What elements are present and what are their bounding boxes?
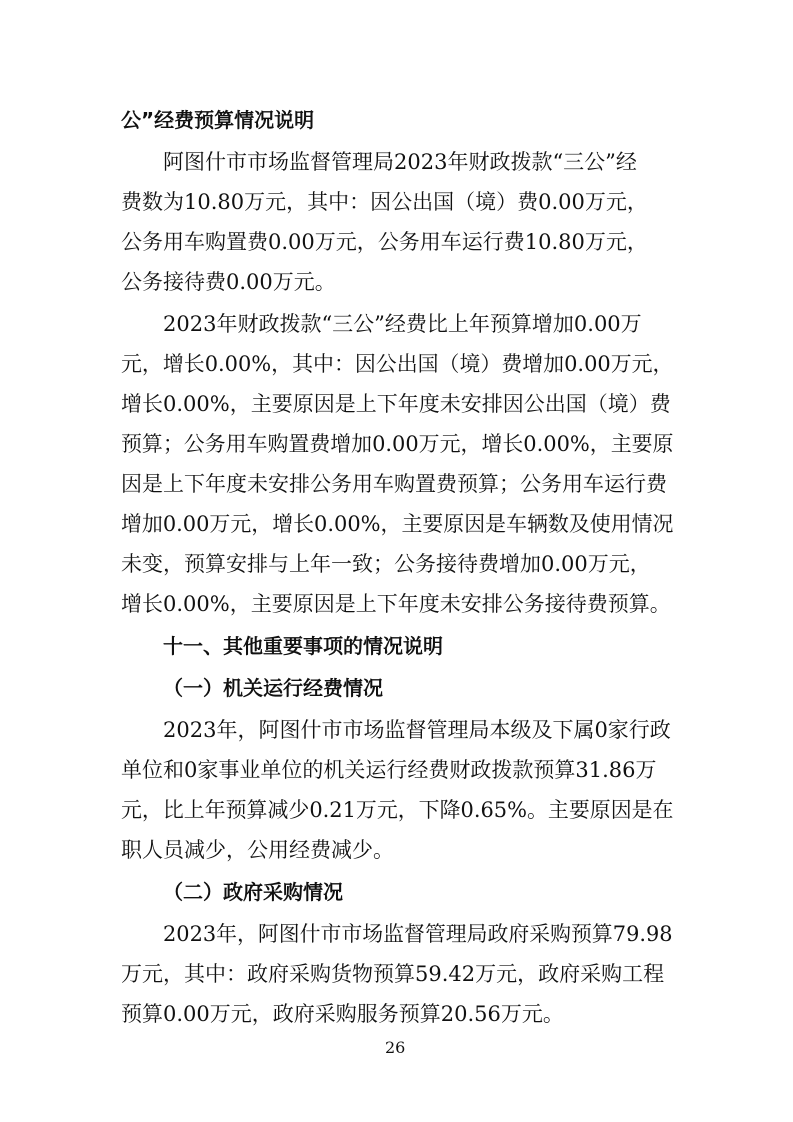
paragraph-line: 阿图什市市场监督管理局2023年财政拨款“三公”经 xyxy=(163,150,637,174)
paragraph-line: 未变，预算安排与上年一致；公务接待费增加0.00万元， xyxy=(121,552,651,576)
paragraph-line: 增长0.00%，主要原因是上下年度未安排公务接待费预算。 xyxy=(121,592,671,616)
paragraph-line: 2023年，阿图什市市场监督管理局政府采购预算79.98 xyxy=(163,922,673,946)
paragraph-line: 元，比上年预算减少0.21万元，下降0.65%。主要原因是在 xyxy=(121,798,674,822)
paragraph-line: 职人员减少，公用经费减少。 xyxy=(121,838,394,862)
page-number: 26 xyxy=(385,1038,406,1057)
paragraph-line: 预算；公务用车购置费增加0.00万元，增长0.00%，主要原 xyxy=(121,432,674,456)
paragraph-line: 因是上下年度未安排公务用车购置费预算；公务用车运行费 xyxy=(121,472,667,496)
section-heading-continued: 公”经费预算情况说明 xyxy=(121,108,315,132)
paragraph-line: 2023年，阿图什市市场监督管理局本级及下属0家行政 xyxy=(163,718,671,742)
paragraph-line: 万元，其中：政府采购货物预算59.42万元，政府采购工程 xyxy=(121,962,665,986)
paragraph-line: 2023年财政拨款“三公”经费比上年预算增加0.00万 xyxy=(163,312,642,336)
section-heading: 十一、其他重要事项的情况说明 xyxy=(163,634,443,658)
paragraph-line: 元，增长0.00%，其中：因公出国（境）费增加0.00万元， xyxy=(121,352,674,376)
paragraph-line: 费数为10.80万元，其中：因公出国（境）费0.00万元， xyxy=(121,190,648,214)
paragraph-line: 公务用车购置费0.00万元，公务用车运行费10.80万元， xyxy=(121,230,648,254)
paragraph-line: 预算0.00万元，政府采购服务预算20.56万元。 xyxy=(121,1002,564,1026)
paragraph-line: 增加0.00万元，增长0.00%，主要原因是车辆数及使用情况 xyxy=(121,512,674,536)
subsection-heading: （二）政府采购情况 xyxy=(163,880,343,904)
paragraph-line: 单位和0家事业单位的机关运行经费财政拨款预算31.86万 xyxy=(121,758,657,782)
paragraph-line: 公务接待费0.00万元。 xyxy=(121,270,336,294)
subsection-heading: （一）机关运行经费情况 xyxy=(163,676,383,700)
paragraph-line: 增长0.00%，主要原因是上下年度未安排因公出国（境）费 xyxy=(121,392,671,416)
